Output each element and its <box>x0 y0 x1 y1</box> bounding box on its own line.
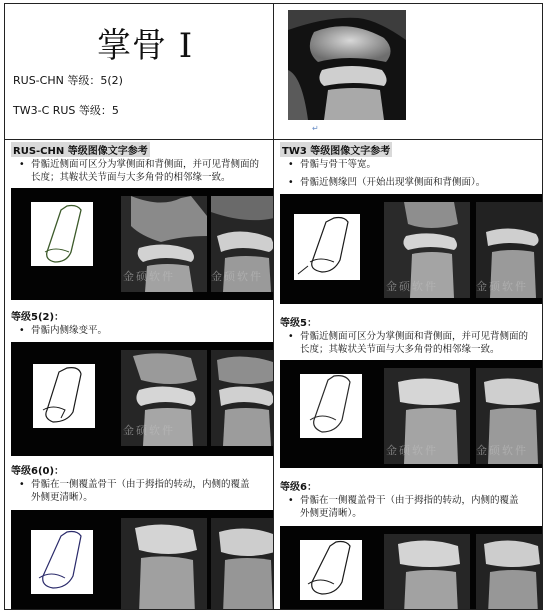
watermark-text: 金硕软件 <box>386 444 438 457</box>
tw3-grade6-bullet: • 骨骺在一侧覆盖骨干（由于拇指的转动，内侧的覆盖 <box>288 495 519 506</box>
tw3-grade-line: TW3-C RUS 等级：5 <box>13 104 119 117</box>
tw3-bullet-2: • 骨骺近侧缘凹（开始出现掌侧面和背侧面）。 <box>288 177 486 188</box>
watermark-text: 金硕软件 <box>386 280 438 293</box>
watermark-text: 金硕软件 <box>476 444 528 457</box>
rus-intro-bullet-cont: 长度；其鞍状关节面与大多角骨的相邻缘一致。 <box>31 172 231 183</box>
bone-sketch-image <box>294 214 360 280</box>
tw3-reference-cell <box>273 139 543 610</box>
rus-intro-bullet: • 骨骺近侧面可区分为掌侧面和背侧面，并可见背侧面的 <box>19 159 260 170</box>
rus-chn-reference-cell <box>4 139 274 610</box>
xray-thumb <box>476 534 543 610</box>
rus-grade6-label: 等级6(0)： <box>11 466 65 477</box>
rus-grade6-bullet: • 骨骺在一侧覆盖骨干（由于拇指的转动，内侧的覆盖 <box>19 479 250 490</box>
rus-section-title: RUS-CHN 等级图像文字参考 <box>11 142 150 157</box>
bone-sketch-image <box>300 540 362 600</box>
watermark-text: 金硕软件 <box>123 270 175 283</box>
rus-grade6-image-strip <box>11 342 273 456</box>
watermark-text: 金硕软件 <box>476 280 528 293</box>
watermark-text: 金硕软件 <box>123 424 175 437</box>
rus-grade6-image-strip-2 <box>11 510 273 610</box>
tw3-grade6-label: 等级6： <box>280 482 317 493</box>
header-cell-left <box>4 3 274 140</box>
tw3-grade6-image-strip <box>280 526 542 610</box>
bone-sketch-image <box>31 202 93 266</box>
xray-thumb <box>211 350 274 446</box>
header-cell-right <box>273 3 543 140</box>
paragraph-mark-icon: ↵ <box>312 124 319 133</box>
tw3-grade5-bullet: • 骨骺近侧面可区分为掌侧面和背侧面，并可见背侧面的 <box>288 331 529 342</box>
tw3-grade6-bullet-cont: 外侧更清晰）。 <box>300 508 362 519</box>
tw3-grade5-image-strip <box>280 360 542 468</box>
xray-thumb <box>211 518 274 610</box>
tw3-bullet-1: • 骨骺与骨干等宽。 <box>288 159 377 170</box>
bone-sketch-image <box>33 364 95 428</box>
rus-grade-line: RUS-CHN 等级：5(2) <box>13 74 123 87</box>
tw3-section-title: TW3 等级图像文字参考 <box>280 142 392 157</box>
rus-grade5-bullet: • 骨骺内侧缘变平。 <box>19 325 108 336</box>
rus-grade5-image-strip <box>11 188 273 300</box>
xray-thumb <box>384 534 470 610</box>
bone-sketch-image <box>31 530 93 594</box>
tw3-grade5-bullet-cont: 长度；其鞍状关节面与大多角骨的相邻缘一致。 <box>300 344 500 355</box>
xray-thumb <box>121 518 207 610</box>
rus-grade5-label: 等级5(2)： <box>11 312 65 323</box>
main-xray-image <box>288 10 406 120</box>
watermark-text: 金硕软件 <box>211 270 263 283</box>
rus-grade6-bullet-cont: 外侧更清晰）。 <box>31 492 93 503</box>
bone-sketch-image <box>300 374 362 438</box>
tw3-grade4-image-strip <box>280 194 542 304</box>
tw3-grade5-label: 等级5： <box>280 318 317 329</box>
page-title: 掌骨 I <box>97 26 194 66</box>
